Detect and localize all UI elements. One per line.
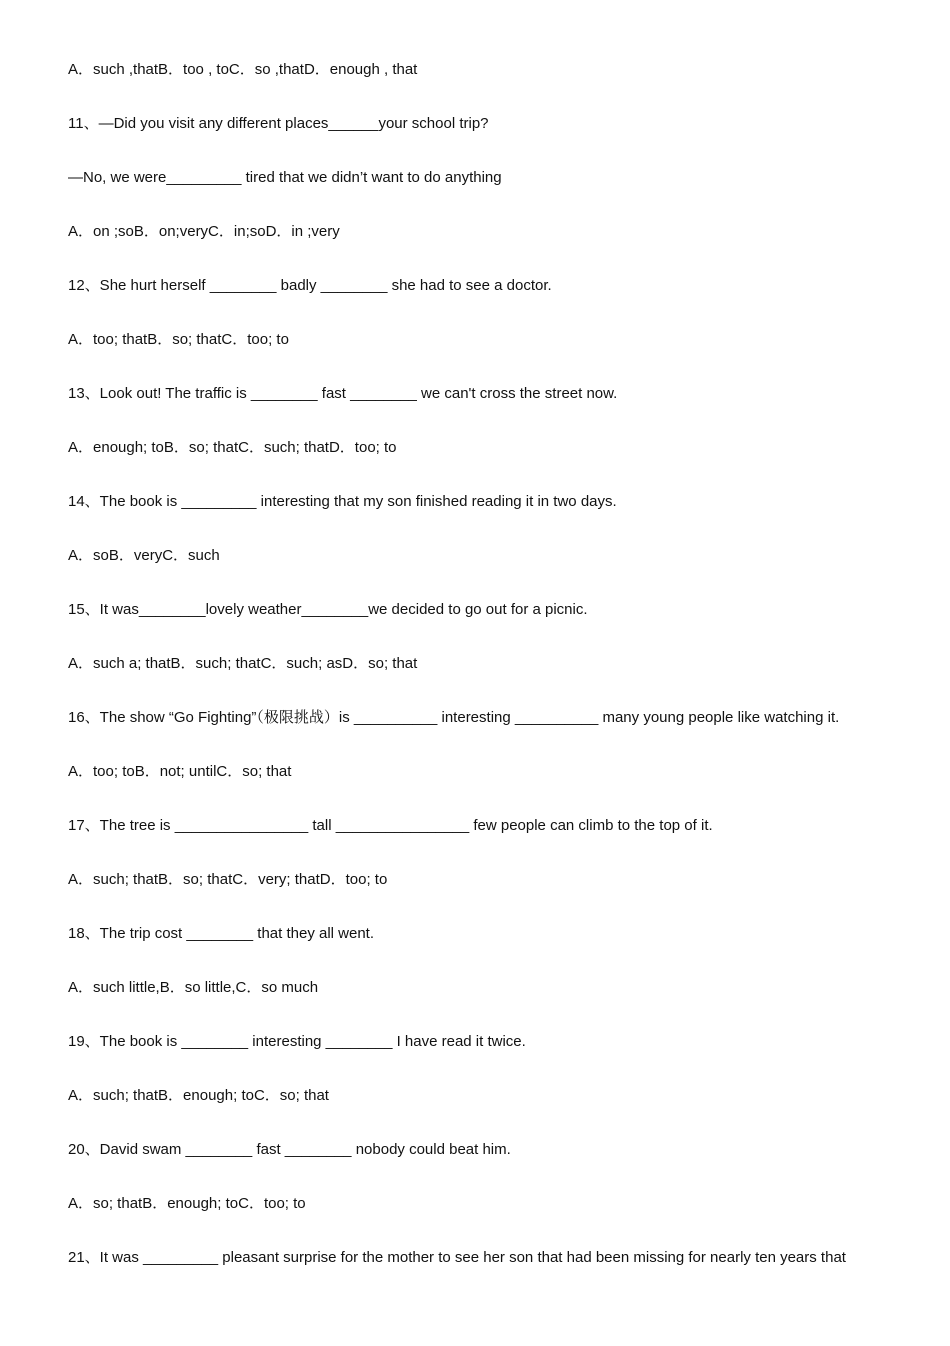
options-line-16: A．too; toB．not; untilC．so; that [68, 763, 292, 780]
question-15: 15、It was________lovely weather________we decided to go out for a picnic. [68, 601, 588, 618]
question-21: 21、It was _________ pleasant surprise for the mother to see her son that had been missing for nearly ten years that [68, 1249, 846, 1266]
question-16: 16、The show “Go Fighting”（极限挑战）is __________ interesting __________ many young people like watching it. [68, 709, 840, 726]
question-17: 17、The tree is ________________ tall ________________ few people can climb to the top of it. [68, 817, 713, 834]
question-14: 14、The book is _________ interesting that my son finished reading it in two days. [68, 493, 617, 510]
options-line-11: A．on ;soB．on;veryC．in;soD．in ;very [68, 223, 340, 240]
options-line-15: A．such a; thatB．such; thatC．such; asD．so; that [68, 655, 418, 672]
question-20: 20、David swam ________ fast ________ nobody could beat him. [68, 1141, 511, 1158]
question-13: 13、Look out! The traffic is ________ fast ________ we can't cross the street now. [68, 385, 618, 402]
options-line-10: A．such ,thatB．too , toC．so ,thatD．enough , that [68, 61, 418, 78]
options-line-20: A．so; thatB．enough; toC．too; to [68, 1195, 306, 1212]
question-19: 19、The book is ________ interesting ________ I have read it twice. [68, 1033, 526, 1050]
options-line-18: A．such little,B．so little,C．so much [68, 979, 319, 996]
question-12: 12、She hurt herself ________ badly ________ she had to see a doctor. [68, 277, 552, 294]
options-line-19: A．such; thatB．enough; toC．so; that [68, 1087, 329, 1104]
options-line-14: A．soB．veryC．such [68, 547, 220, 564]
question-11: 11、—Did you visit any different places______your school trip? [68, 115, 489, 132]
question-18: 18、The trip cost ________ that they all went. [68, 925, 375, 942]
options-line-17: A．such; thatB．so; thatC．very; thatD．too; to [68, 871, 388, 888]
options-line-12: A．too; thatB．so; thatC．too; to [68, 331, 289, 348]
options-line-13: A．enough; toB．so; thatC．such; thatD．too; to [68, 439, 397, 456]
question-11-reply: —No, we were_________ tired that we didn’t want to do anything [68, 169, 502, 186]
